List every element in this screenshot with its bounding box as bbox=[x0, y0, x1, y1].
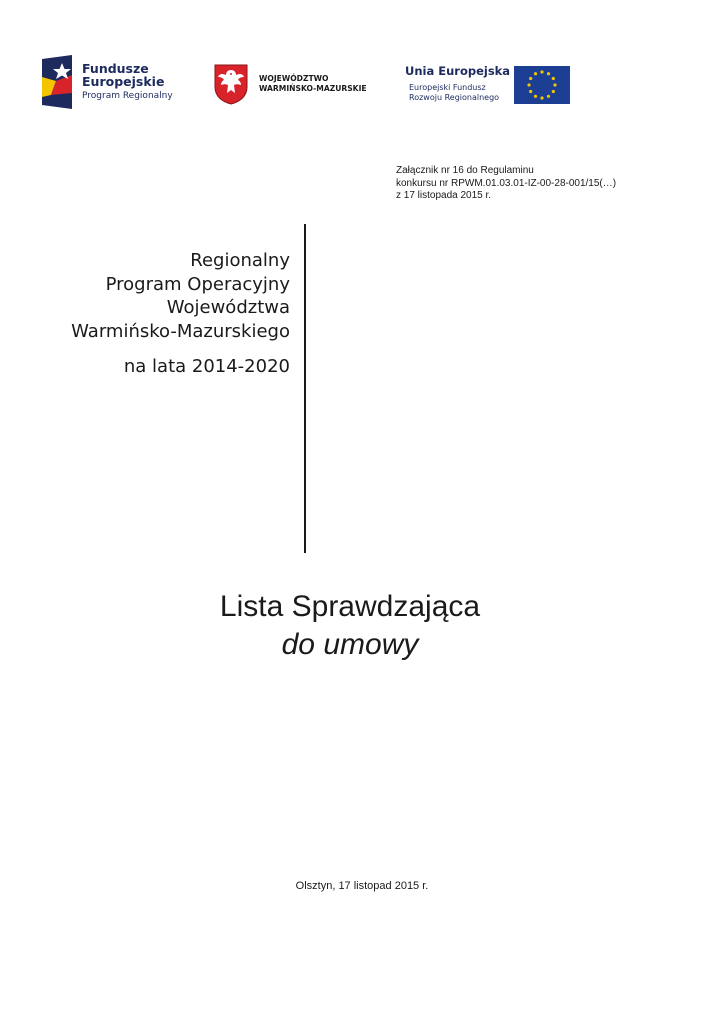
title-sub: do umowy bbox=[281, 628, 419, 661]
annex-line2: konkursu nr RPWM.01.03.01-IZ-00-28-001/15(…) bbox=[396, 177, 617, 189]
wojewodztwo-logo bbox=[213, 63, 373, 107]
program-line1: Regionalny bbox=[190, 250, 290, 271]
fundusze-logo-line2: Europejskie bbox=[82, 74, 165, 89]
program-name-block bbox=[71, 249, 290, 379]
unia-logo-line2: Europejski Fundusz bbox=[409, 83, 486, 92]
unia-europejska-logo bbox=[405, 64, 575, 106]
fundusze-logo-line1: Fundusze bbox=[82, 61, 149, 76]
program-line4: Warmińsko-Mazurskiego bbox=[71, 320, 290, 342]
document-title bbox=[0, 588, 700, 664]
annex-line1: Załącznik nr 16 do Regulaminu bbox=[396, 165, 534, 176]
wojewodztwo-logo-line1: WOJEWÓDZTWO bbox=[259, 74, 329, 83]
fundusze-europejskie-emblem-icon bbox=[42, 55, 72, 109]
fundusze-europejskie-logo bbox=[42, 55, 182, 109]
annex-reference bbox=[396, 165, 616, 203]
fundusze-logo-line3: Program Regionalny bbox=[82, 91, 173, 101]
eu-flag-icon bbox=[514, 66, 570, 104]
program-period: na lata 2014-2020 bbox=[123, 356, 290, 377]
program-line3: Województwa bbox=[166, 297, 290, 318]
place-date: Olsztyn, 17 listopad 2015 r. bbox=[295, 880, 429, 892]
annex-line3: z 17 listopada 2015 r. bbox=[396, 190, 492, 201]
unia-logo-line1: Unia Europejska bbox=[405, 64, 511, 78]
unia-logo-line3: Rozwoju Regionalnego bbox=[409, 93, 500, 102]
wojewodztwo-logo-line2: WARMIŃSKO-MAZURSKIE bbox=[259, 84, 367, 93]
program-line2: Program Operacyjny bbox=[105, 273, 290, 295]
coat-of-arms-icon bbox=[213, 63, 249, 105]
title-main: Lista Sprawdzająca bbox=[219, 590, 481, 623]
vertical-divider bbox=[304, 224, 306, 553]
